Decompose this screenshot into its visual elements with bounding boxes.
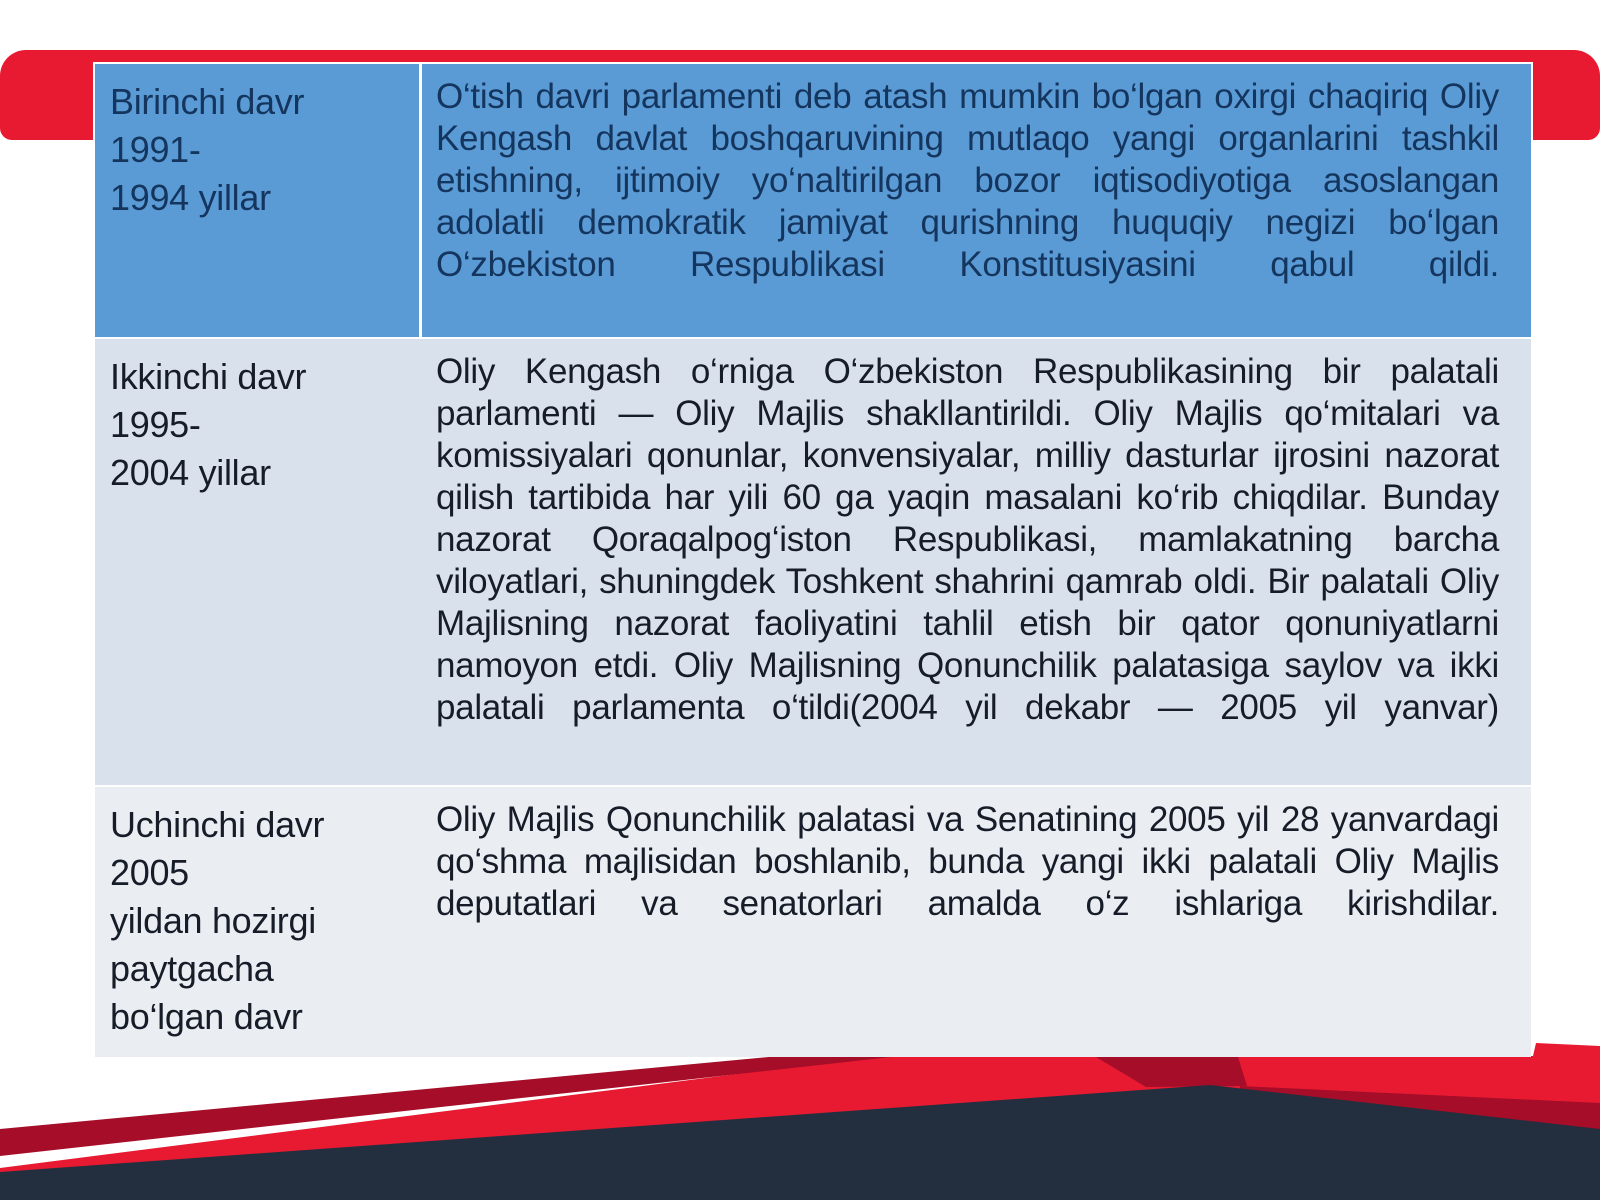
period-line: 1994 yillar bbox=[110, 177, 271, 218]
period-line: Ikkinchi davr bbox=[110, 356, 307, 397]
period-label-cell bbox=[95, 787, 422, 1057]
table-row-third-period bbox=[95, 785, 1531, 1057]
periods-table bbox=[93, 62, 1533, 1055]
table-row-first-period bbox=[95, 64, 1531, 337]
period-description-cell bbox=[422, 64, 1531, 337]
period-line: Birinchi davr bbox=[110, 81, 305, 122]
period-description-text: Oliy Majlis Qonunchilik palatasi va Senatining 2005 yil 28 yanvardagi qo‘shma majlisidan boshlanib, bunda yangi ikki palatali Oliy Majlis deputatlari va senatorlari amalda o‘z ishlariga kirishdilar. bbox=[436, 800, 1499, 923]
period-description-cell bbox=[422, 787, 1531, 1057]
period-line: bo‘lgan davr bbox=[110, 996, 303, 1037]
period-description-text: Oliy Kengash o‘rniga O‘zbekiston Respublikasining bir palatali parlamenti — Oliy Majlis shakllantirildi. Oliy Majlis qo‘mitalari va komissiyalari qonunlar, konvensiyalar, milliy dasturlar ijrosini nazorat qilish tartibida har yili 60 ga yaqin masalani ko‘rib chiqdilar. Bunday nazorat Qoraqalpog‘iston Respublikasi, mamlakatning barcha viloyatlari, shuningdek Toshkent shahrini qamrab oldi. Bir palatali Oliy Majlisning nazorat faoliyatini tahlil etish bir qator qonuniyatlarni namoyon etdi. Oliy Majlisning Qonunchilik palatasiga saylov va ikki palatali parlamenta o‘tildi(2004 yil dekabr — 2005 yil yanvar) bbox=[436, 352, 1499, 727]
period-description-cell bbox=[422, 339, 1531, 785]
period-line: 1995- bbox=[110, 404, 201, 445]
period-label-cell bbox=[95, 339, 422, 785]
period-line: 2005 bbox=[110, 852, 189, 893]
period-description-text: O‘tish davri parlamenti deb atash mumkin bo‘lgan oxirgi chaqiriq Oliy Kengash davlat boshqaruvining mutlaqo yangi organlarini tashkil etishning, ijtimoiy yo‘naltirilgan bozor iqtisodiyotiga asoslangan adolatli demokratik jamiyat qurishning huquqiy negizi bo‘lgan O‘zbekiston Respublikasi Konstitusiyasini qabul qildi. bbox=[436, 77, 1499, 284]
table-row-second-period bbox=[95, 337, 1531, 785]
period-line: Uchinchi davr bbox=[110, 804, 325, 845]
period-line: 2004 yillar bbox=[110, 452, 271, 493]
period-label-cell bbox=[95, 64, 422, 337]
period-line: 1991- bbox=[110, 129, 201, 170]
period-line: yildan hozirgi bbox=[110, 900, 316, 941]
period-line: paytgacha bbox=[110, 948, 274, 989]
